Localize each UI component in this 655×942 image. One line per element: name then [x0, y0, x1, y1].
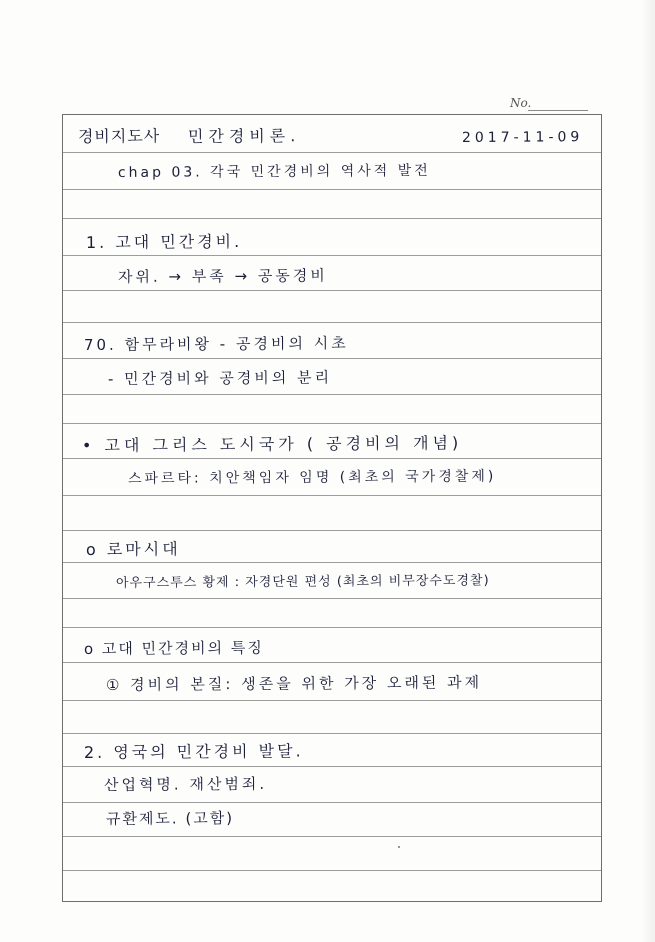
ruled-line: [63, 662, 601, 663]
note-line: 산업혁명. 재산범죄.: [103, 774, 268, 794]
note-line: o 로마시대: [85, 539, 181, 559]
page-number-line: [528, 110, 588, 111]
subject-title: 경비지도사: [77, 126, 161, 147]
ruled-line: [63, 218, 601, 219]
note-line: - 민간경비와 공경비의 분리: [107, 368, 333, 389]
ruled-line: [63, 836, 601, 837]
stray-pen-mark: [398, 846, 400, 848]
ruled-line: [63, 870, 601, 871]
ruled-line: [63, 189, 601, 190]
note-line: 70. 함무라비왕 - 공경비의 시초: [83, 334, 349, 355]
ruled-line: [63, 394, 601, 395]
ruled-line: [63, 700, 601, 701]
ruled-line: [63, 562, 601, 563]
section-heading: 2. 영국의 민간경비 발달.: [83, 741, 304, 762]
ruled-line: [63, 530, 601, 531]
note-date: 2017-11-09: [461, 129, 584, 146]
ruled-line: [63, 255, 601, 256]
page-number-label: No.: [510, 96, 532, 110]
note-line: 규환제도. (고함): [105, 809, 235, 828]
note-line: 아우구스투스 황제 : 자경단원 편성 (최초의 비무장수도경찰): [115, 573, 490, 591]
ruled-line: [63, 598, 601, 599]
ruled-line: [63, 458, 601, 459]
note-line: o 고대 민간경비의 특징: [83, 638, 264, 658]
ruled-line: [63, 733, 601, 734]
ruled-line: [63, 322, 601, 323]
section-heading: 1. 고대 민간경비.: [85, 231, 243, 253]
note-line: 자위. → 부족 → 공동경비: [117, 266, 328, 287]
ruled-line: [63, 423, 601, 424]
ruled-line: [63, 627, 601, 628]
ruled-line: [63, 766, 601, 767]
ruled-line: [63, 152, 601, 153]
course-title: 민간경비론.: [187, 126, 301, 147]
scan-edge-shadow: [641, 0, 655, 942]
note-line: • 고대 그리스 도시국가 ( 공경비의 개념): [81, 433, 463, 456]
ruled-line: [63, 290, 601, 291]
note-line: 스파르타: 치안책임자 임명 (최초의 국가경찰제): [127, 468, 497, 488]
ruled-line: [63, 358, 601, 359]
note-line: ① 경비의 본질: 생존을 위한 가장 오래된 과제: [105, 673, 483, 694]
ruled-line: [63, 802, 601, 803]
ruled-line: [63, 495, 601, 496]
chapter-heading: chap 03. 각국 민간경비의 역사적 발전: [117, 162, 431, 182]
